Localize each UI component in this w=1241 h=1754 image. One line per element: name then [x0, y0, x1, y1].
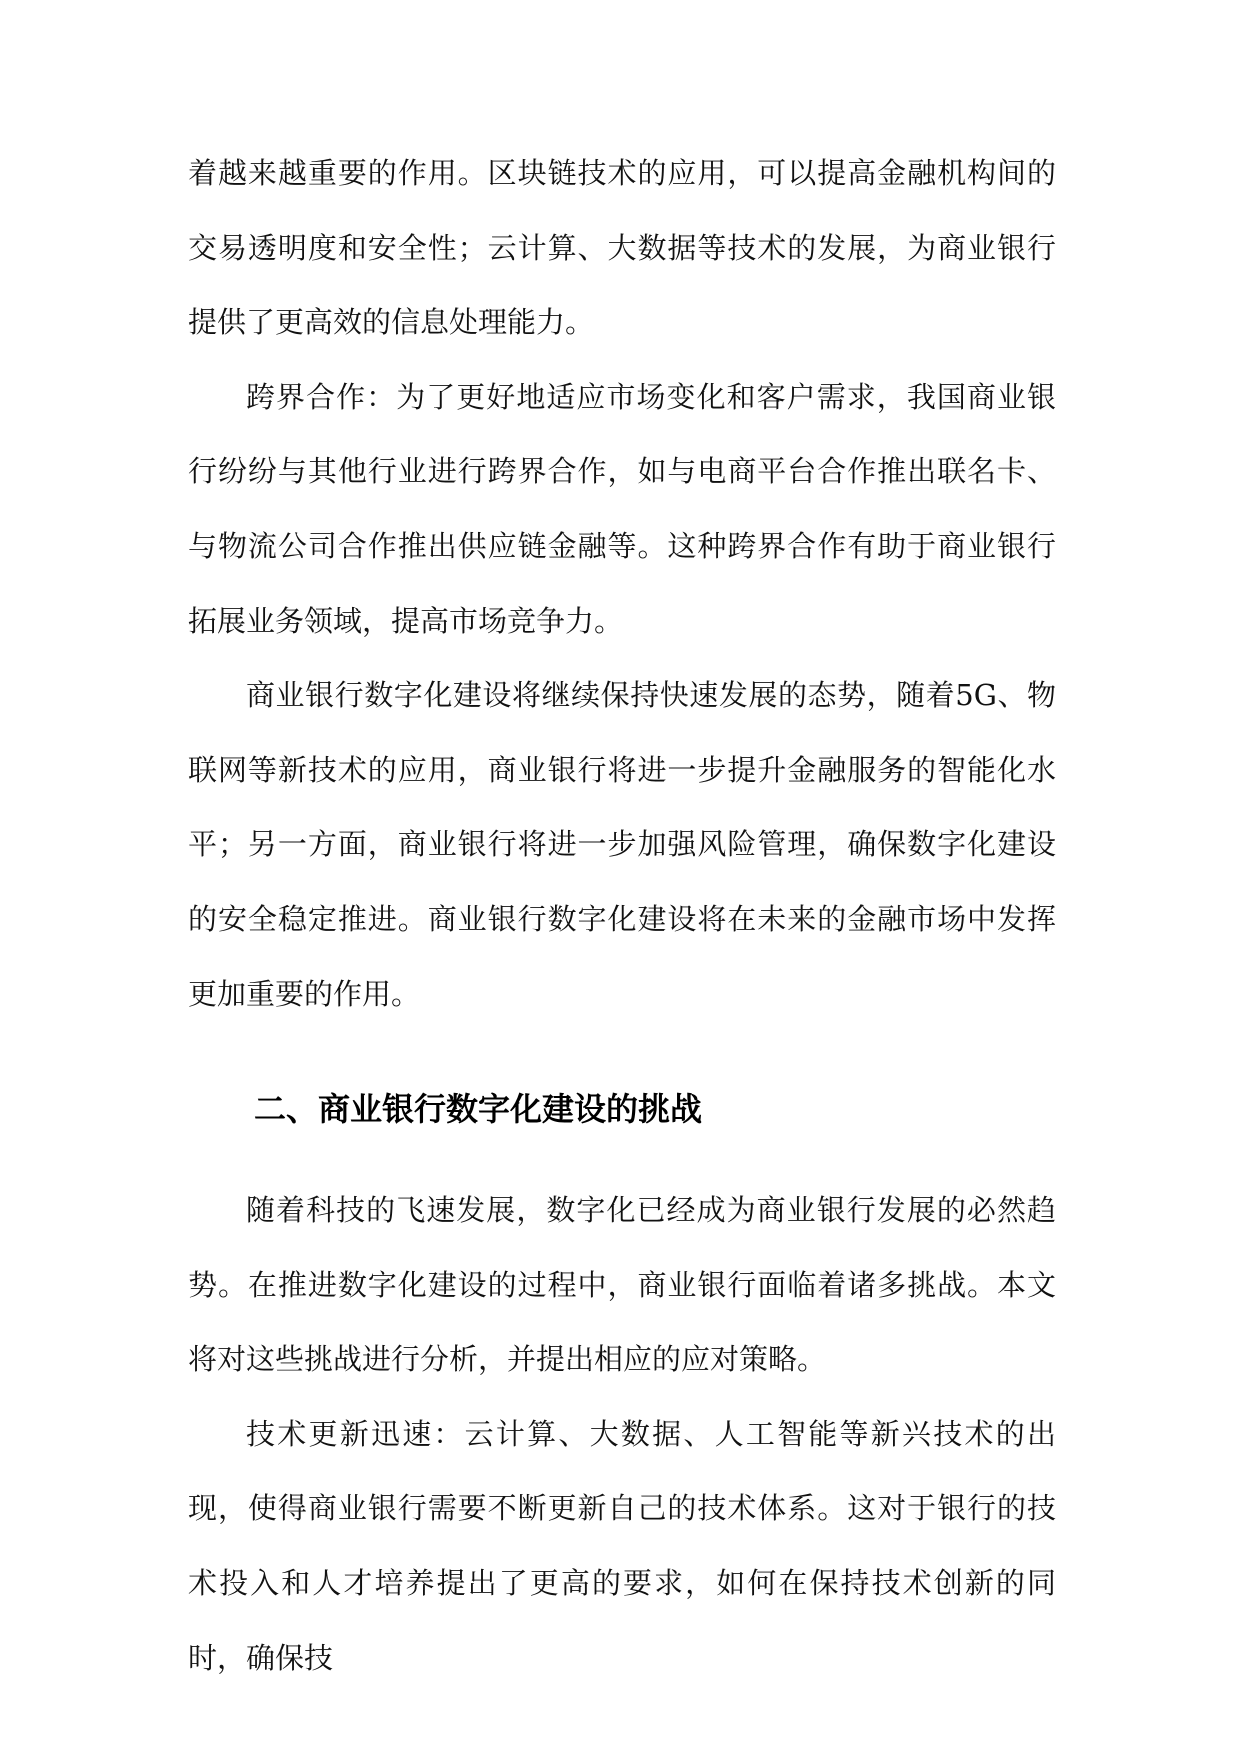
section-1-body: [188, 136, 1056, 1031]
paragraph-rapid-tech-update: 技术更新迅速：云计算、大数据、人工智能等新兴技术的出现，使得商业银行需要不断更新自己的技术体系。这对于银行的技术投入和人才培养提出了更高的要求，如何在保持技术创新的同时，确保技: [188, 1416, 1056, 1675]
section-heading: 二、商业银行数字化建设的挑战: [254, 1090, 703, 1128]
section-2-body: [188, 1173, 1056, 1695]
paragraph-future-outlook: 商业银行数字化建设将继续保持快速发展的态势，随着5G、物联网等新技术的应用，商业银行将进一步提升金融服务的智能化水平；另一方面，商业银行将进一步加强风险管理，确保数字化建设的安全稳定推进。商业银行数字化建设将在未来的金融市场中发挥更加重要的作用。: [188, 678, 1056, 1011]
paragraph-cross-industry-cooperation: 跨界合作：为了更好地适应市场变化和客户需求，我国商业银行纷纷与其他行业进行跨界合作，如与电商平台合作推出联名卡、与物流公司合作推出供应链金融等。这种跨界合作有助于商业银行拓展业务领域，提高市场竞争力。: [188, 379, 1056, 638]
paragraph-challenges-intro: 随着科技的飞速发展，数字化已经成为商业银行发展的必然趋势。在推进数字化建设的过程中，商业银行面临着诸多挑战。本文将对这些挑战进行分析，并提出相应的应对策略。: [188, 1193, 1056, 1377]
paragraph-continuation: 着越来越重要的作用。区块链技术的应用，可以提高金融机构间的交易透明度和安全性；云计算、大数据等技术的发展，为商业银行提供了更高效的信息处理能力。: [188, 156, 1056, 340]
